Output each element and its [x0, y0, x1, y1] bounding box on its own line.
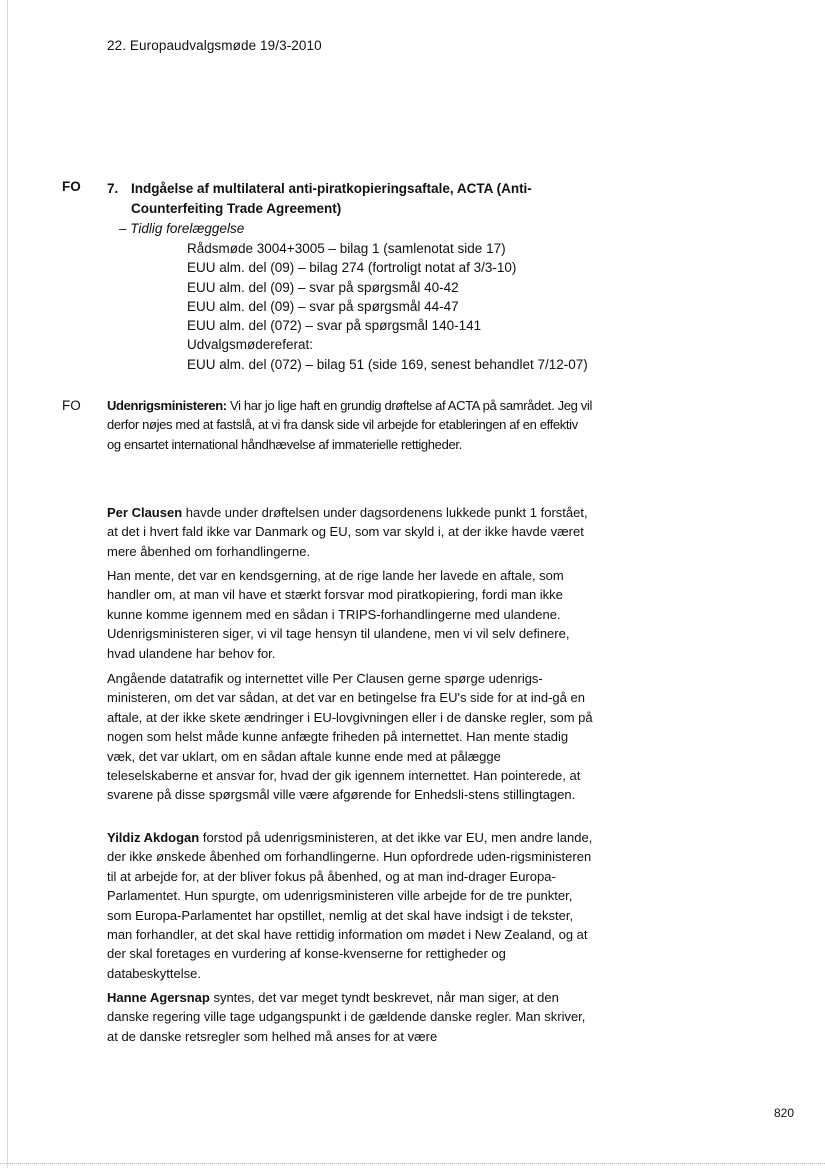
speaker-name: Yildiz Akdogan — [107, 830, 200, 845]
item-title-line-2: Counterfeiting Trade Agreement) — [131, 201, 342, 216]
paragraph-per-clausen-2 — [107, 566, 594, 663]
item-subtitle: – Tidlig forelæggelse — [119, 221, 245, 236]
speaker-name: Hanne Agersnap — [107, 990, 210, 1005]
paragraph-text: Angående datatrafik og internettet ville Per Clausen gerne spørge udenrigs-ministeren, om det var sådan, at det var en betingelse fra EU's side for at ind-gå en aftale, at der ikke skete ændringer i EU-lovgivningen eller i de danske regler, som på nogen som helst måde kunne anfægte friheden på internettet. Han mente stadig væk, det var uklart, om en sådan aftale kunne ende med at pålægge teleselskaberne et ansvar for, hvad der gik igennem internettet. Han pointerede, at svarene på disse spørgsmål ville være afgørende for Enhedsli-stens stillingtagen. — [107, 671, 593, 803]
speaker-name: Udenrigsministeren: — [107, 398, 227, 413]
speaker-name: Per Clausen — [107, 505, 183, 520]
reference-item: EUU alm. del (09) – svar på spørgsmål 40-42 — [187, 279, 459, 295]
paragraph-hanne-agersnap — [107, 988, 594, 1046]
item-title-line-1 — [107, 179, 627, 199]
paragraph-text: Vi har jo lige haft en grundig drøftelse af ACTA på samrådet. Jeg vil derfor nøjes med at fastslå, at vi fra dansk side vil arbejde for etableringen af en effektiv og ensartet international håndhævelse af immaterielle rettigheder. — [107, 398, 592, 452]
reference-item: Rådsmøde 3004+3005 – bilag 1 (samlenotat side 17) — [187, 241, 506, 256]
reference-item: EUU alm. del (072) – svar på spørgsmål 140-141 — [187, 318, 482, 334]
paragraph-text: forstod på udenrigsministeren, at det ikke var EU, men andre lande, der ikke ønskede åbenhed om forhandlingerne. Hun opfordrede uden-rigsministeren til at arbejde for, at der bliver fokus på åbenhed, og at man ind-drager Europa-Parlamentet. Hun spurgte, om udenrigsministeren ville arbejde for de tre punkter, som Europa-Parlamentet har opstillet, nemlig at det skal have indsigt i de tekster, man forhandler, at det skal have rettidig information om mødet i New Zealand, og at der skal foretages en vurdering af konse-kvenserne for rettigheder og databeskyttelse. — [107, 830, 593, 981]
paragraph-minister — [107, 396, 594, 454]
item-marker: FO — [62, 179, 81, 194]
paragraph-text: Han mente, det var en kendsgerning, at de rige lande her lavede en aftale, som handler om, at man vil have et stærkt forsvar mod piratkopiering, fordi man ikke kunne komme igennem med en sådan i TRIPS-forhandlingerne med ulandene. Udenrigsministeren siger, vi vil tage hensyn til ulandene, men vi vil selv definere, hvad ulandene har behov for. — [107, 568, 570, 661]
item-number: 7. — [107, 181, 119, 196]
reference-list — [107, 239, 627, 374]
reference-item: EUU alm. del (072) – bilag 51 (side 169, senest behandlet 7/12-07) — [187, 356, 588, 372]
reference-item: EUU alm. del (09) – svar på spørgsmål 44-47 — [187, 298, 459, 314]
speech-marker: FO — [62, 398, 81, 413]
scan-edge-bottom — [0, 1163, 825, 1165]
scan-edge-left — [7, 0, 8, 1168]
agenda-item — [107, 179, 627, 374]
paragraph-per-clausen — [107, 503, 594, 561]
page-number: 820 — [774, 1106, 795, 1120]
paragraph-per-clausen-3 — [107, 669, 594, 805]
reference-item: Udvalgsmødereferat: — [187, 337, 314, 353]
page-header: 22. Europaudvalgsmøde 19/3-2010 — [107, 38, 322, 53]
paragraph-text: havde under drøftelsen under dagsordenens lukkede punkt 1 forstået, at det i hvert fald ikke var Danmark og EU, som var skyld i, at der ikke havde været mere åbenhed om forhandlingerne. — [107, 505, 588, 559]
paragraph-text: syntes, det var meget tyndt beskrevet, når man siger, at den danske regering ville tage udgangspunkt i de gældende danske regler. Man skriver, at de danske retsregler som helhed må anses for at være — [107, 990, 586, 1044]
reference-item: EUU alm. del (09) – bilag 274 (fortroligt notat af 3/3-10) — [187, 260, 517, 276]
paragraph-yildiz-akdogan — [107, 828, 594, 983]
item-title: Indgåelse af multilateral anti-piratkopieringsaftale, ACTA (Anti- — [131, 181, 532, 196]
